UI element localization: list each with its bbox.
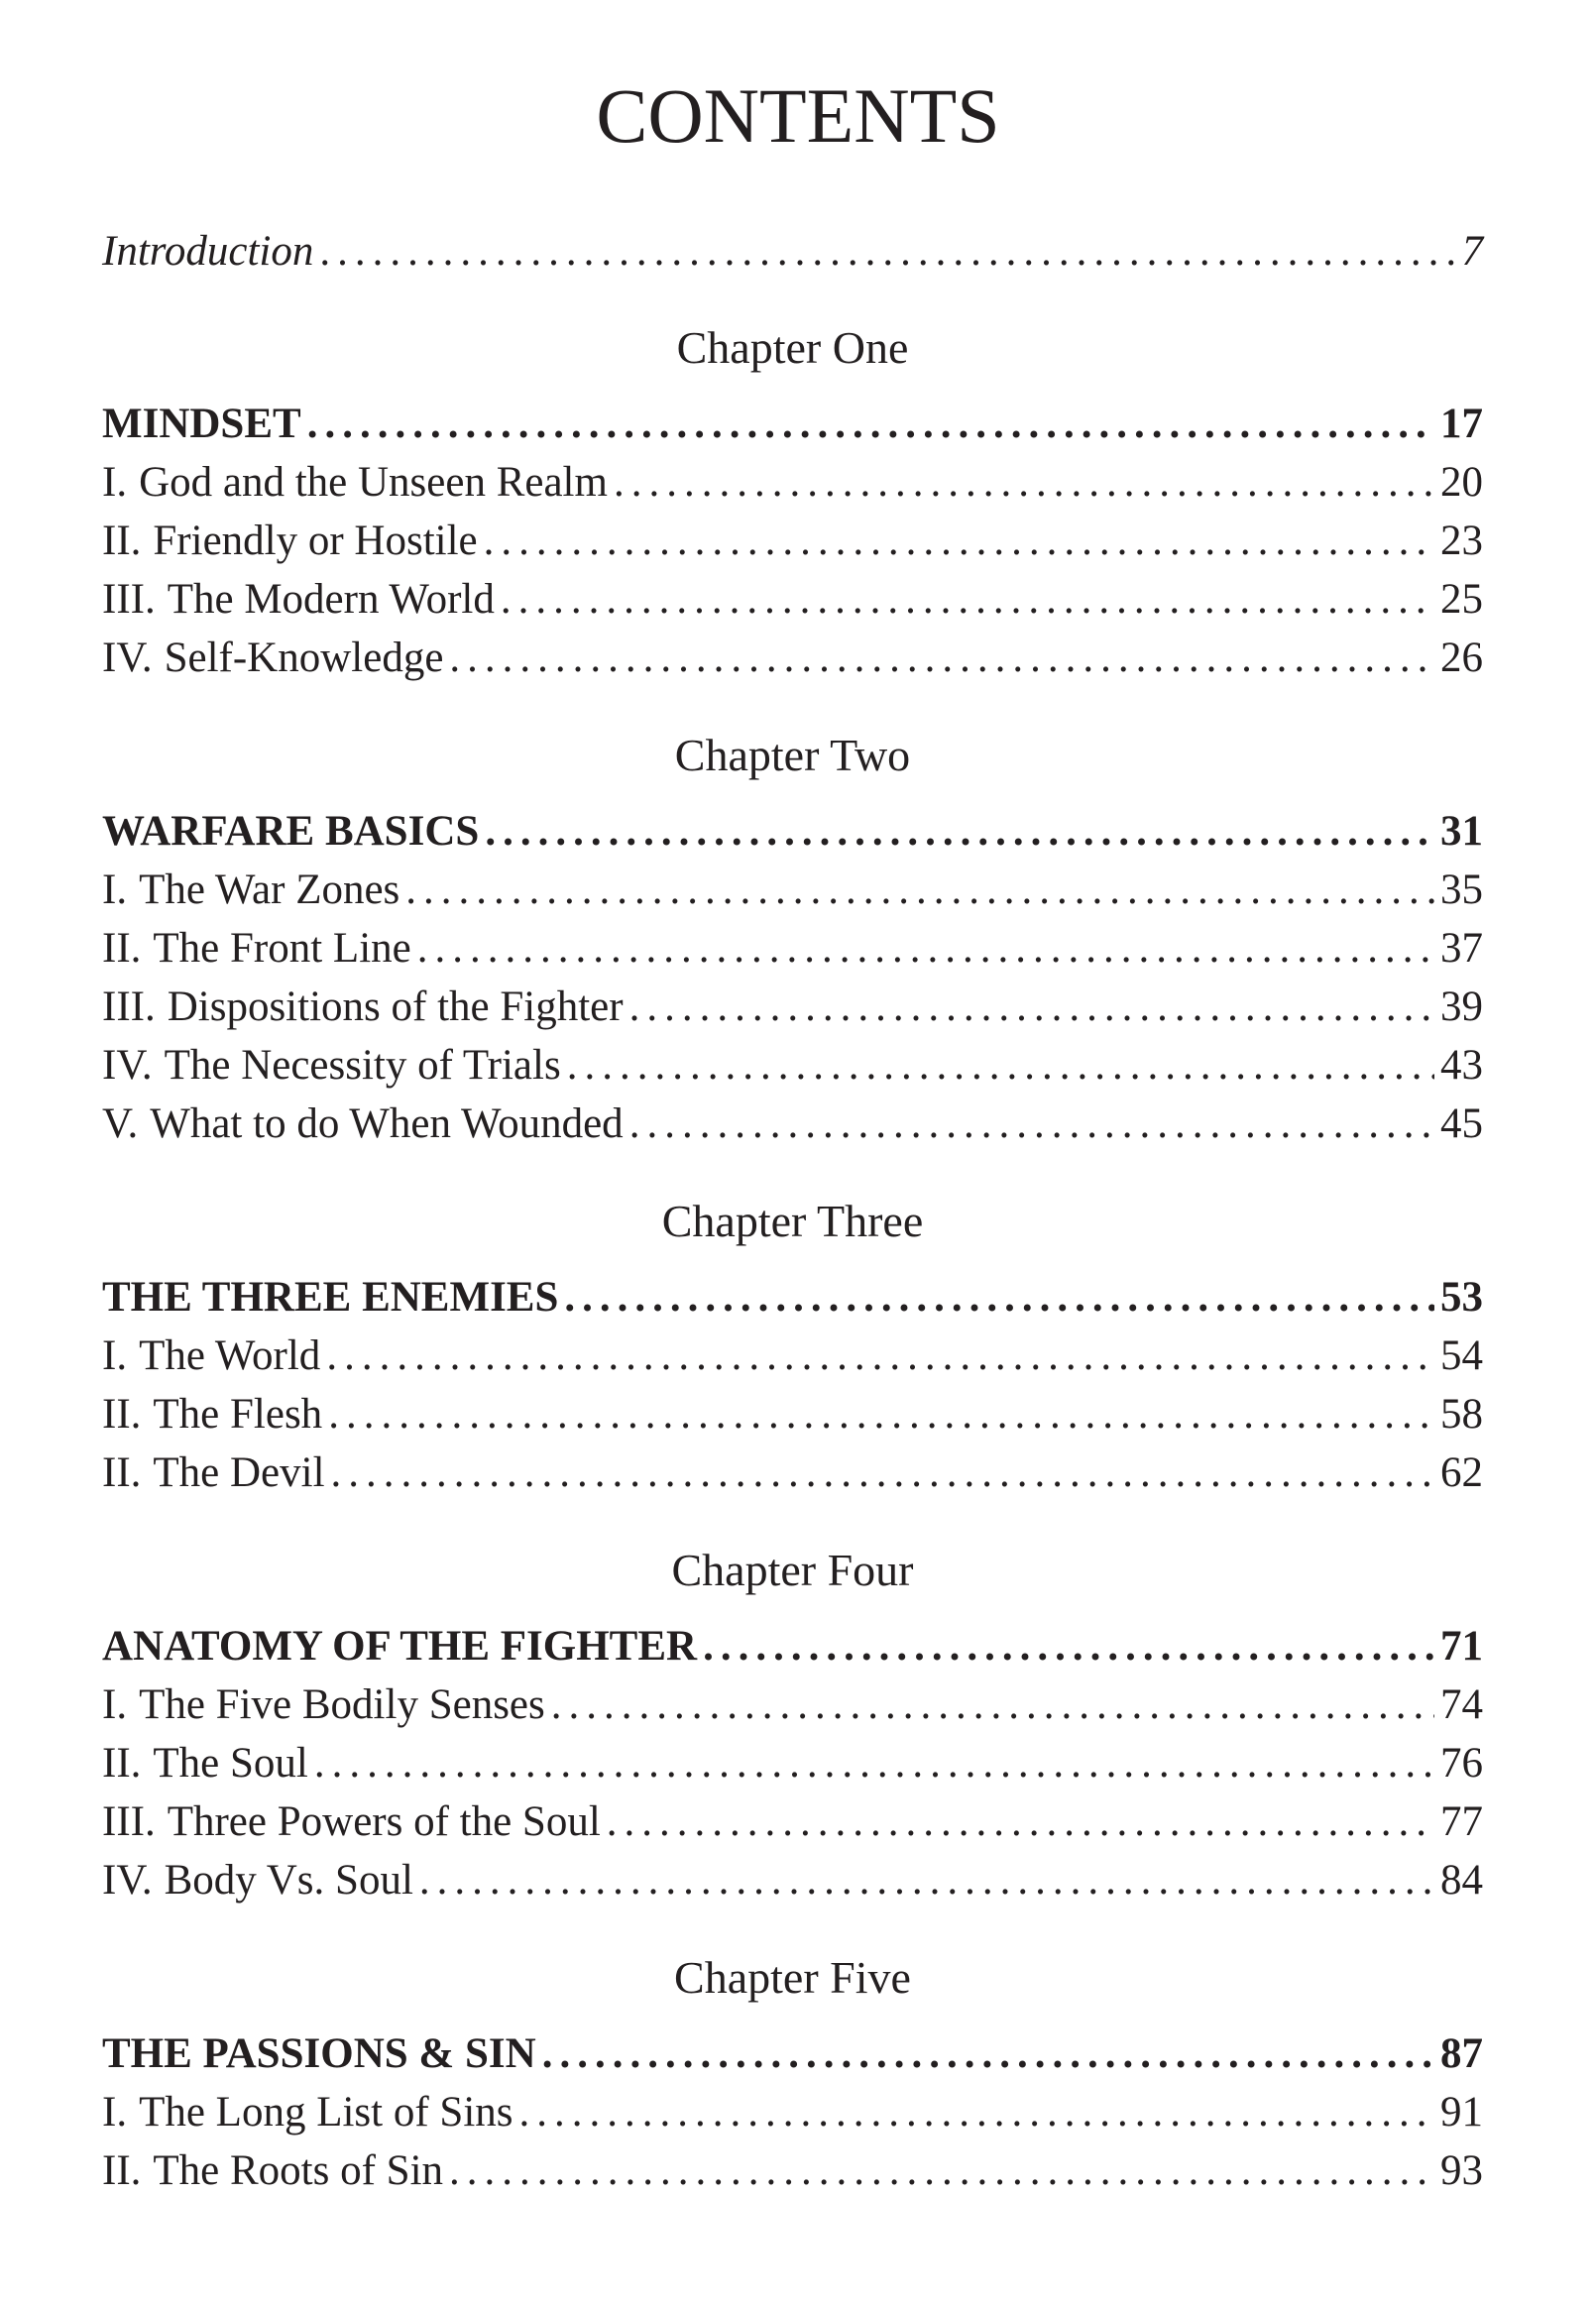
- dot-leader: [449, 2141, 1434, 2200]
- toc-entry-section[interactable]: [102, 1444, 1483, 1502]
- chapter-heading: Chapter One: [676, 322, 909, 373]
- dot-leader: [629, 978, 1434, 1036]
- toc-entry-section[interactable]: [102, 1095, 1483, 1153]
- toc-entry-page: 26: [1440, 635, 1483, 681]
- toc-entry-section[interactable]: [102, 629, 1483, 687]
- toc-entry-chapter[interactable]: [102, 1617, 1483, 1675]
- toc-entry-page: 84: [1440, 1857, 1483, 1904]
- dot-leader: [542, 2024, 1434, 2083]
- toc-entry-section[interactable]: [102, 1327, 1483, 1385]
- section-numeral: I.: [102, 867, 128, 913]
- toc-entry-page: 76: [1440, 1740, 1483, 1787]
- toc-entry-section[interactable]: [102, 453, 1483, 512]
- section-title: The Soul: [153, 1740, 308, 1787]
- dot-leader: [614, 453, 1434, 512]
- toc-entry-label: THE PASSIONS & SIN: [102, 2030, 536, 2077]
- section-title: Self-Knowledge: [164, 635, 444, 681]
- spacer: [102, 687, 1483, 726]
- section-numeral: II.: [102, 925, 142, 972]
- section-numeral: II.: [102, 1391, 142, 1438]
- toc-entry-label: WARFARE BASICS: [102, 808, 480, 855]
- section-numeral: I.: [102, 459, 128, 506]
- spacer: [102, 1909, 1483, 1948]
- toc-entry-label: THE THREE ENEMIES: [102, 1274, 559, 1321]
- spacer: [102, 784, 1483, 802]
- section-numeral: IV.: [102, 1857, 153, 1904]
- section-title: Three Powers of the Soul: [167, 1798, 601, 1845]
- section-numeral: I.: [102, 1332, 128, 1379]
- toc-entry-page: 31: [1440, 808, 1483, 855]
- toc-entry-page: 54: [1440, 1332, 1483, 1379]
- section-title: The Front Line: [153, 925, 411, 972]
- section-title: Friendly or Hostile: [153, 518, 478, 564]
- toc-entry-label: [102, 2083, 513, 2141]
- toc-entry-section[interactable]: [102, 1675, 1483, 1734]
- dot-leader: [307, 395, 1434, 453]
- section-title: The Roots of Sin: [153, 2147, 444, 2194]
- toc-entry-label: [102, 629, 443, 687]
- dot-leader: [405, 861, 1434, 919]
- toc-entry-section[interactable]: [102, 2083, 1483, 2141]
- chapter-heading: Chapter Two: [674, 730, 911, 780]
- toc-entry-label: [102, 978, 624, 1036]
- section-title: The Devil: [153, 1449, 325, 1496]
- section-numeral: III.: [102, 1798, 156, 1845]
- section-numeral: V.: [102, 1100, 139, 1147]
- toc-entry-section[interactable]: [102, 861, 1483, 919]
- toc-entry-chapter[interactable]: [102, 1268, 1483, 1327]
- chapter-list: [102, 281, 1483, 2200]
- dot-leader: [485, 802, 1434, 861]
- section-numeral: III.: [102, 576, 156, 623]
- toc-entry-label: [102, 453, 608, 512]
- toc-entry-page: 87: [1440, 2030, 1483, 2077]
- chapter-heading: Chapter Three: [661, 1196, 924, 1246]
- toc-entry-label: [102, 1385, 322, 1444]
- dot-leader: [419, 1851, 1434, 1909]
- section-numeral: I.: [102, 1681, 128, 1728]
- section-numeral: III.: [102, 983, 156, 1030]
- dot-leader: [629, 1095, 1434, 1153]
- toc-entry-label: [102, 1792, 601, 1851]
- spacer: [102, 1153, 1483, 1192]
- spacer: [102, 1599, 1483, 1617]
- section-title: Body Vs. Soul: [164, 1857, 413, 1904]
- toc-entry-page: 45: [1440, 1100, 1483, 1147]
- chapter-heading: Chapter Four: [671, 1545, 914, 1595]
- spacer: [102, 2007, 1483, 2024]
- dot-leader: [331, 1444, 1434, 1502]
- toc-entry-label: [102, 570, 495, 629]
- dot-leader: [328, 1385, 1434, 1444]
- section-title: What to do When Wounded: [150, 1100, 624, 1147]
- toc-entry-page: 35: [1440, 867, 1483, 913]
- toc-entry-page: 23: [1440, 518, 1483, 564]
- toc-entry-label: ANATOMY OF THE FIGHTER: [102, 1623, 698, 1670]
- section-numeral: II.: [102, 1740, 142, 1787]
- toc-entry-section[interactable]: [102, 2141, 1483, 2200]
- toc-entry-page: 37: [1440, 925, 1483, 972]
- toc-entry-label: [102, 1444, 325, 1502]
- dot-leader: [703, 1617, 1434, 1675]
- section-title: The Necessity of Trials: [164, 1042, 561, 1089]
- section-title: The Long List of Sins: [139, 2089, 513, 2136]
- dot-leader: [551, 1675, 1434, 1734]
- section-title: The World: [139, 1332, 321, 1379]
- spacer: [102, 281, 1483, 318]
- dot-leader: [326, 1327, 1434, 1385]
- section-numeral: II.: [102, 1449, 142, 1496]
- toc-entry-label: [102, 1851, 413, 1909]
- toc-entry-section[interactable]: [102, 1036, 1483, 1095]
- table-of-contents: [102, 222, 1483, 2200]
- section-title: The War Zones: [139, 867, 400, 913]
- toc-entry-chapter[interactable]: [102, 2024, 1483, 2083]
- toc-entry-page: 17: [1440, 401, 1483, 447]
- toc-entry-label: [102, 919, 411, 978]
- toc-entry-page: 93: [1440, 2147, 1483, 2194]
- toc-entry-page: 77: [1440, 1798, 1483, 1845]
- toc-entry-label: [102, 861, 399, 919]
- toc-entry-introduction[interactable]: [102, 222, 1483, 281]
- toc-entry-page: 58: [1440, 1391, 1483, 1438]
- toc-entry-page: 71: [1440, 1623, 1483, 1670]
- toc-entry-section[interactable]: [102, 1851, 1483, 1909]
- toc-entry-label: [102, 512, 478, 570]
- spacer: [102, 377, 1483, 395]
- section-numeral: II.: [102, 2147, 142, 2194]
- toc-entry-page: 43: [1440, 1042, 1483, 1089]
- dot-leader: [484, 512, 1434, 570]
- toc-entry-page: 91: [1440, 2089, 1483, 2136]
- section-title: The Five Bodily Senses: [139, 1681, 545, 1728]
- toc-entry-label: MINDSET: [102, 401, 301, 447]
- toc-entry-section[interactable]: [102, 1385, 1483, 1444]
- page-title: CONTENTS: [596, 72, 1000, 159]
- dot-leader: [567, 1036, 1434, 1095]
- toc-entry-section[interactable]: [102, 512, 1483, 570]
- toc-entry-page: 62: [1440, 1449, 1483, 1496]
- toc-entry-label: [102, 1734, 308, 1792]
- toc-entry-section[interactable]: [102, 570, 1483, 629]
- chapter-heading: Chapter Five: [674, 1952, 911, 2003]
- toc-entry-label: [102, 2141, 443, 2200]
- toc-entry-chapter[interactable]: [102, 802, 1483, 861]
- section-title: The Flesh: [153, 1391, 323, 1438]
- section-numeral: IV.: [102, 635, 153, 681]
- section-title: The Modern World: [167, 576, 495, 623]
- toc-entry-page: 53: [1440, 1274, 1483, 1321]
- section-numeral: I.: [102, 2089, 128, 2136]
- section-title: Dispositions of the Fighter: [167, 983, 624, 1030]
- toc-entry-page: 74: [1440, 1681, 1483, 1728]
- section-numeral: IV.: [102, 1042, 153, 1089]
- dot-leader: [501, 570, 1434, 629]
- dot-leader: [417, 919, 1434, 978]
- toc-entry-section[interactable]: [102, 978, 1483, 1036]
- toc-entry-page: 39: [1440, 983, 1483, 1030]
- toc-entry-label: [102, 1036, 561, 1095]
- toc-entry-section[interactable]: [102, 1734, 1483, 1792]
- toc-entry-label: [102, 1327, 320, 1385]
- spacer: [102, 1250, 1483, 1268]
- toc-entry-chapter[interactable]: [102, 395, 1483, 453]
- dot-leader: [449, 629, 1434, 687]
- dot-leader: [314, 1734, 1434, 1792]
- toc-entry-label: [102, 1675, 545, 1734]
- dot-leader: [564, 1268, 1434, 1327]
- toc-entry-label: [102, 1095, 624, 1153]
- toc-entry-page: 25: [1440, 576, 1483, 623]
- section-numeral: II.: [102, 518, 142, 564]
- dot-leader: [319, 222, 1455, 281]
- dot-leader: [519, 2083, 1434, 2141]
- spacer: [102, 1502, 1483, 1541]
- toc-entry-page: 20: [1440, 459, 1483, 506]
- section-title: God and the Unseen Realm: [139, 459, 608, 506]
- toc-entry-section[interactable]: [102, 1792, 1483, 1851]
- toc-entry-page: 7: [1461, 228, 1483, 275]
- dot-leader: [607, 1792, 1434, 1851]
- toc-entry-label: Introduction: [102, 228, 314, 275]
- toc-entry-section[interactable]: [102, 919, 1483, 978]
